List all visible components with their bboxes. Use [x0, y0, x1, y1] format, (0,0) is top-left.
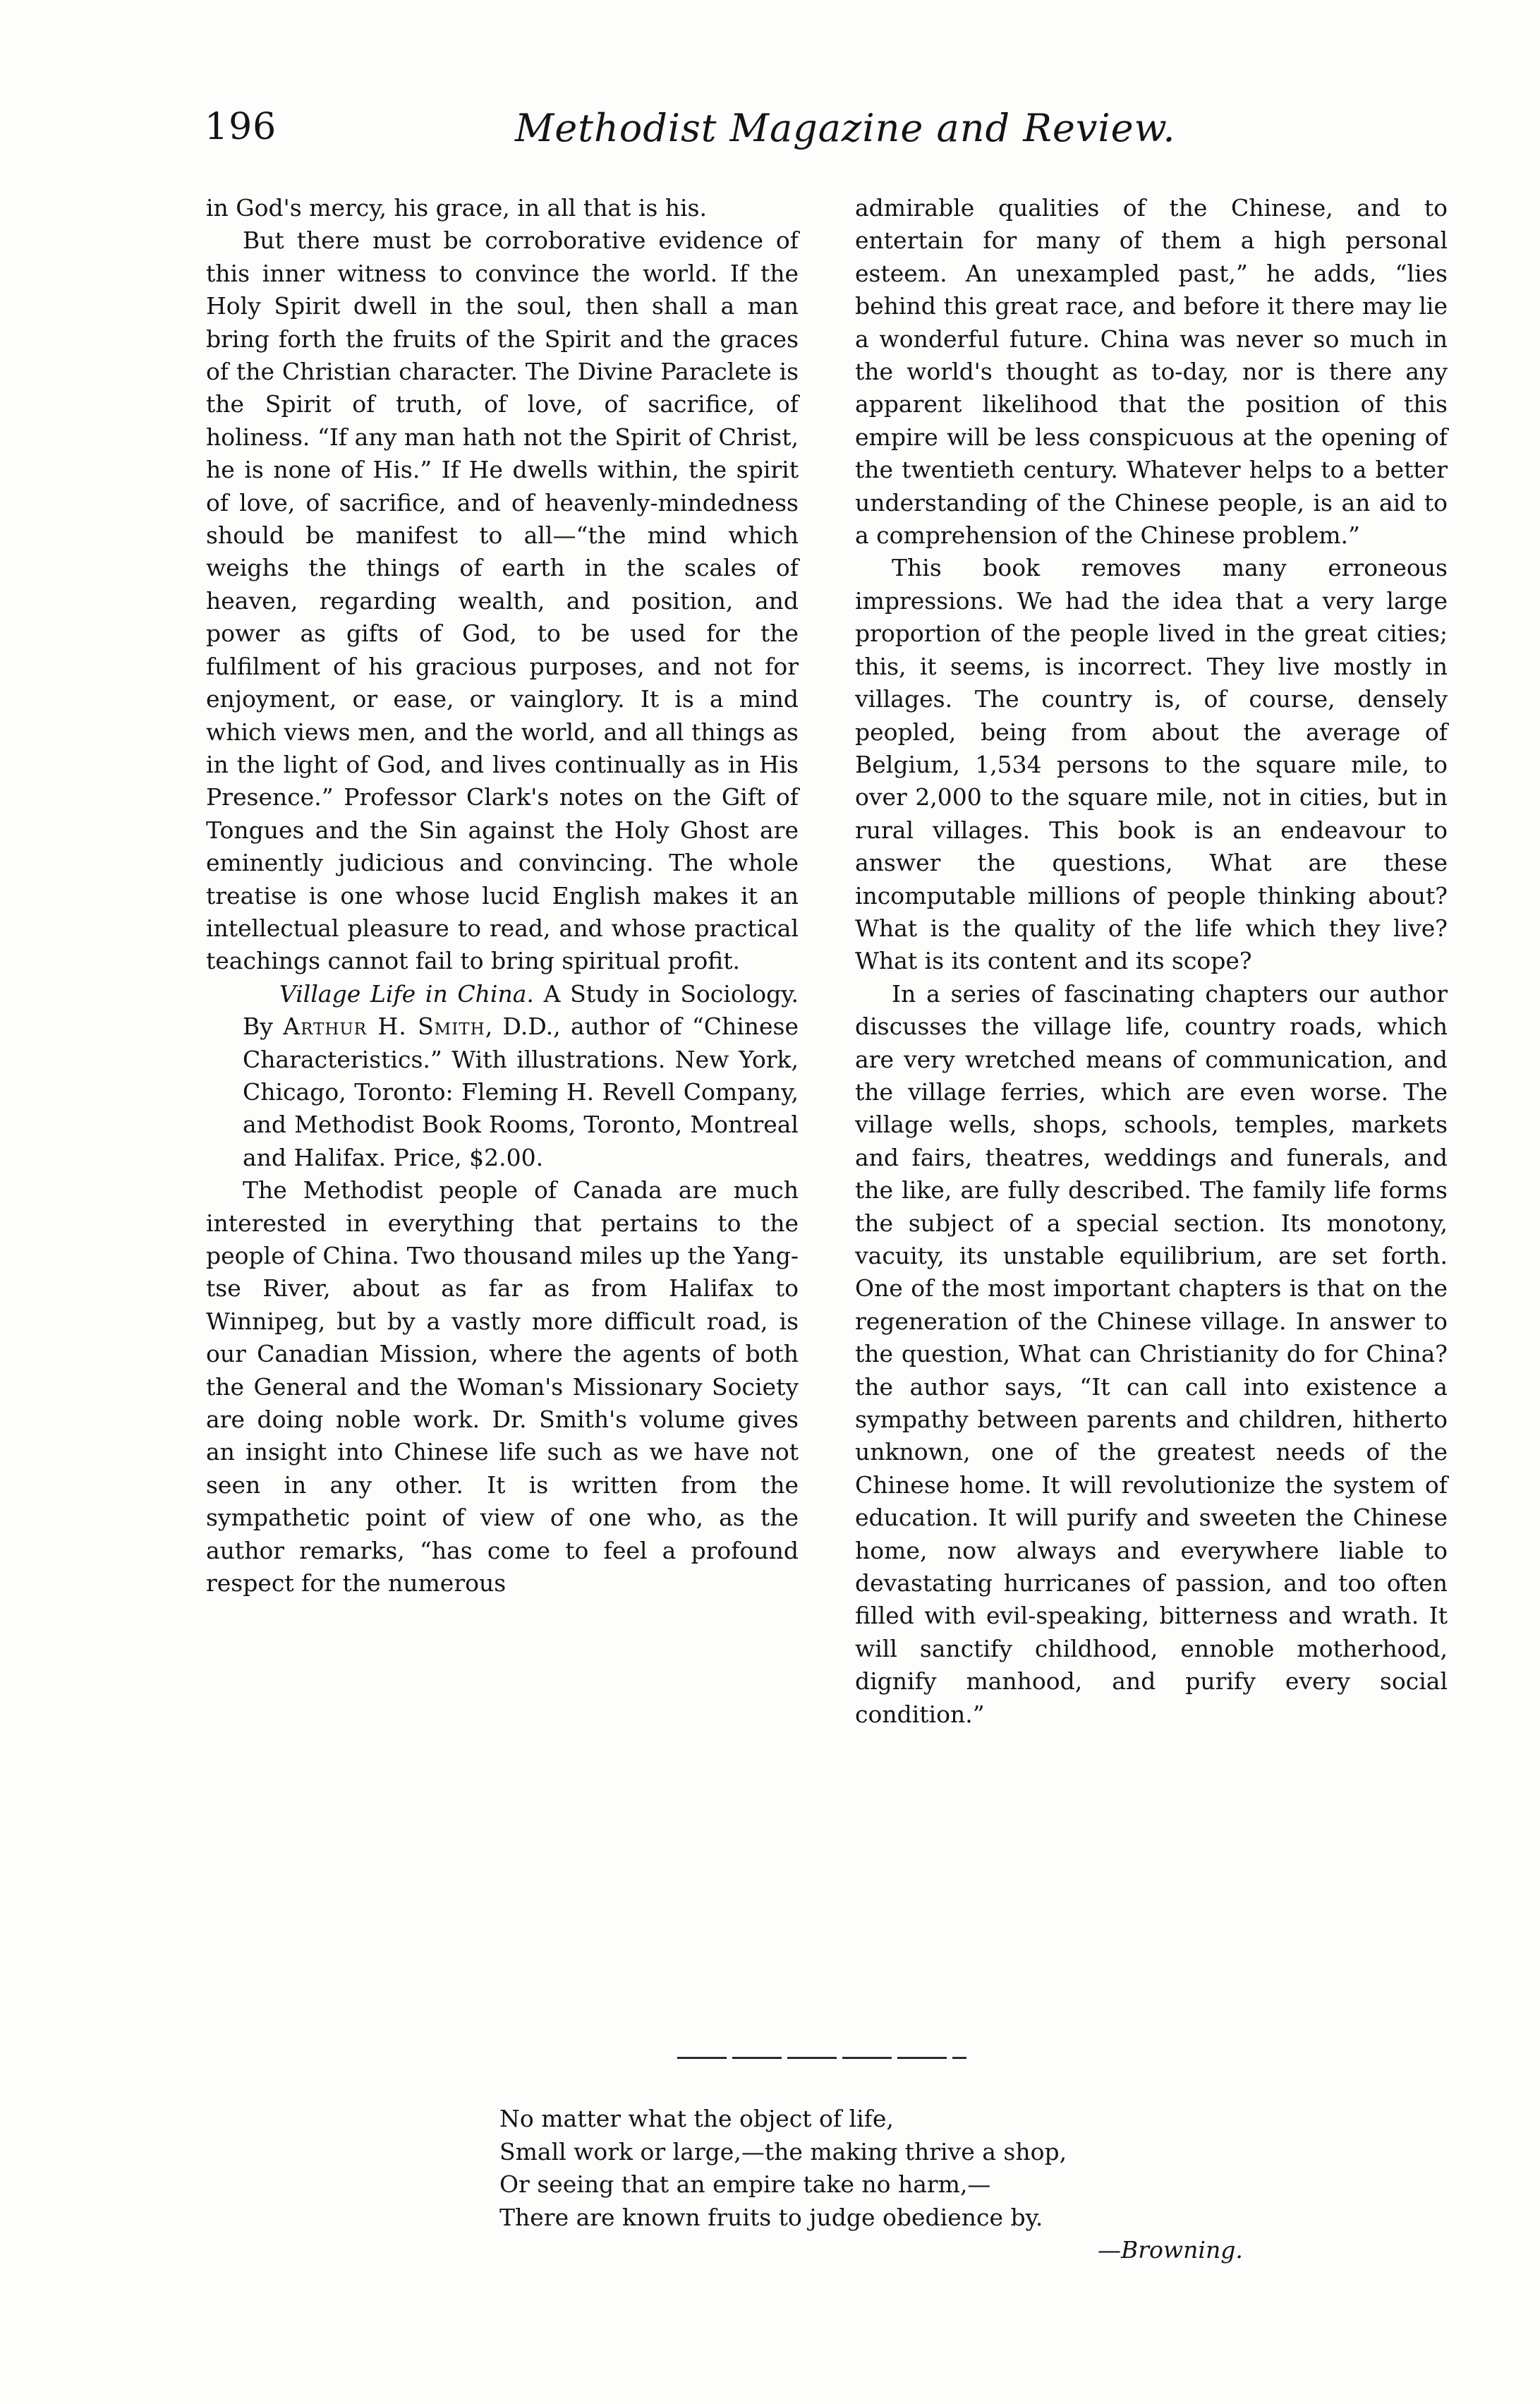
- poem-attribution: —Browning.: [1098, 2236, 1243, 2264]
- right-paragraph-2: This book removes many erroneous impressions. We had the idea that a very large proportion of the people lived in the great cities; this, it seems, is incorrect. They live mostly in villages. The country is, of course, densely peopled, being from about the average of Belgium, 1,534 persons to the square mile, to over 2,000 to the square mile, not in cities, but in rural villages. This book is an endeavour to answer the questions, What are these incomputable millions of people thinking about? What is the quality of the life which they live? What is its content and its scope?: [855, 554, 1448, 975]
- poem-line: Small work or large,—the making thrive a shop,: [499, 2137, 1067, 2166]
- book-author: Arthur H. Smith: [283, 1013, 485, 1041]
- page-number: 196: [205, 106, 277, 148]
- right-column: [855, 192, 1448, 1731]
- poem-line: No matter what the object of life,: [499, 2105, 894, 2132]
- book-subtitle: A Study in Sociology. By: [243, 979, 799, 1041]
- left-paragraph-3: The Methodist people of Canada are much interested in everything that pertains to the people of China. Two thousand miles up the Yang-tse River, about as far as from Halifax to Winnipeg, but by a vastly more difficult road, is our Canadian Mission, where the agents of both the General and the Woman's Missionary Society are doing noble work. Dr. Smith's volume gives an insight into Chinese life such as we have not seen in any other. It is written from the sympathetic point of view of one who, as the author remarks, “has come to feel a profound respect for the numerous: [206, 1176, 799, 1597]
- running-title: Methodist Magazine and Review.: [515, 106, 1176, 150]
- book-details: , D.D., author of “Chinese Characteristics.” With illustrations. New York, Chicago, Toronto: Fleming H. Revell Company, and Methodist Book Rooms, Toronto, Montreal and Halifax. Price, $2.00.: [243, 1013, 799, 1171]
- right-paragraph-3: In a series of fascinating chapters our author discusses the village life, country roads, which are very wretched means of communication, and the village ferries, which are even worse. The village wells, shops, schools, temples, markets and fairs, theatres, weddings and funerals, and the like, are fully described. The family life forms the subject of a special section. Its monotony, vacuity, its unstable equilibrium, are set forth. One of the most important chapters is that on the regeneration of the Chinese village. In answer to the question, What can Christianity do for China? the author says, “It can call into existence a sympathy between parents and children, hitherto unknown, one of the greatest needs of the Chinese home. It will revolutionize the system of education. It will purify and sweeten the Chinese home, now always and everywhere liable to devastating hurricanes of passion, and too often filled with evil-speaking, bitterness and wrath. It will sanctify childhood, ennoble motherhood, dignify manhood, and purify every social condition.”: [855, 979, 1448, 1728]
- left-paragraph-1: in God's mercy, his grace, in all that is his.: [206, 194, 707, 222]
- book-title: Village Life in China.: [279, 979, 534, 1008]
- page-header: [205, 106, 1178, 162]
- book-notice: [206, 978, 799, 1174]
- left-column: [206, 192, 799, 1600]
- section-divider: [677, 2057, 966, 2059]
- right-paragraph-1: admirable qualities of the Chinese, and to entertain for many of them a high personal esteem. An unexampled past,” he adds, “lies behind this great race, and before it there may lie a wonderful future. China was never so much in the world's thought as to-day, nor is there any apparent likelihood that the position of this empire will be less conspicuous at the opening of the twentieth century. Whatever helps to a better understanding of the Chinese people, is an aid to a comprehension of the Chinese problem.”: [855, 194, 1448, 550]
- poem-line: There are known fruits to judge obedience by.: [499, 2203, 1043, 2231]
- poem-line: Or seeing that an empire take no harm,—: [499, 2170, 991, 2198]
- poem-quotation: [499, 2103, 1318, 2267]
- left-paragraph-2: But there must be corroborative evidence of this inner witness to convince the world. If the Holy Spirit dwell in the soul, then shall a man bring forth the fruits of the Spirit and the graces of the Christian character. The Divine Paraclete is the Spirit of truth, of love, of sacrifice, of holiness. “If any man hath not the Spirit of Christ, he is none of His.” If He dwells within, the spirit of love, of sacrifice, and of heavenly-mindedness should be manifest to all—“the mind which weighs the things of earth in the scales of heaven, regarding wealth, and position, and power as gifts of God, to be used for the fulfilment of his gracious purposes, and not for enjoyment, or ease, or vainglory. It is a mind which views men, and the world, and all things as in the light of God, and lives continually as in His Presence.” Professor Clark's notes on the Gift of Tongues and the Sin against the Holy Ghost are eminently judicious and convincing. The whole treatise is one whose lucid English makes it an intellectual pleasure to read, and whose practical teachings cannot fail to bring spiritual profit.: [206, 226, 799, 975]
